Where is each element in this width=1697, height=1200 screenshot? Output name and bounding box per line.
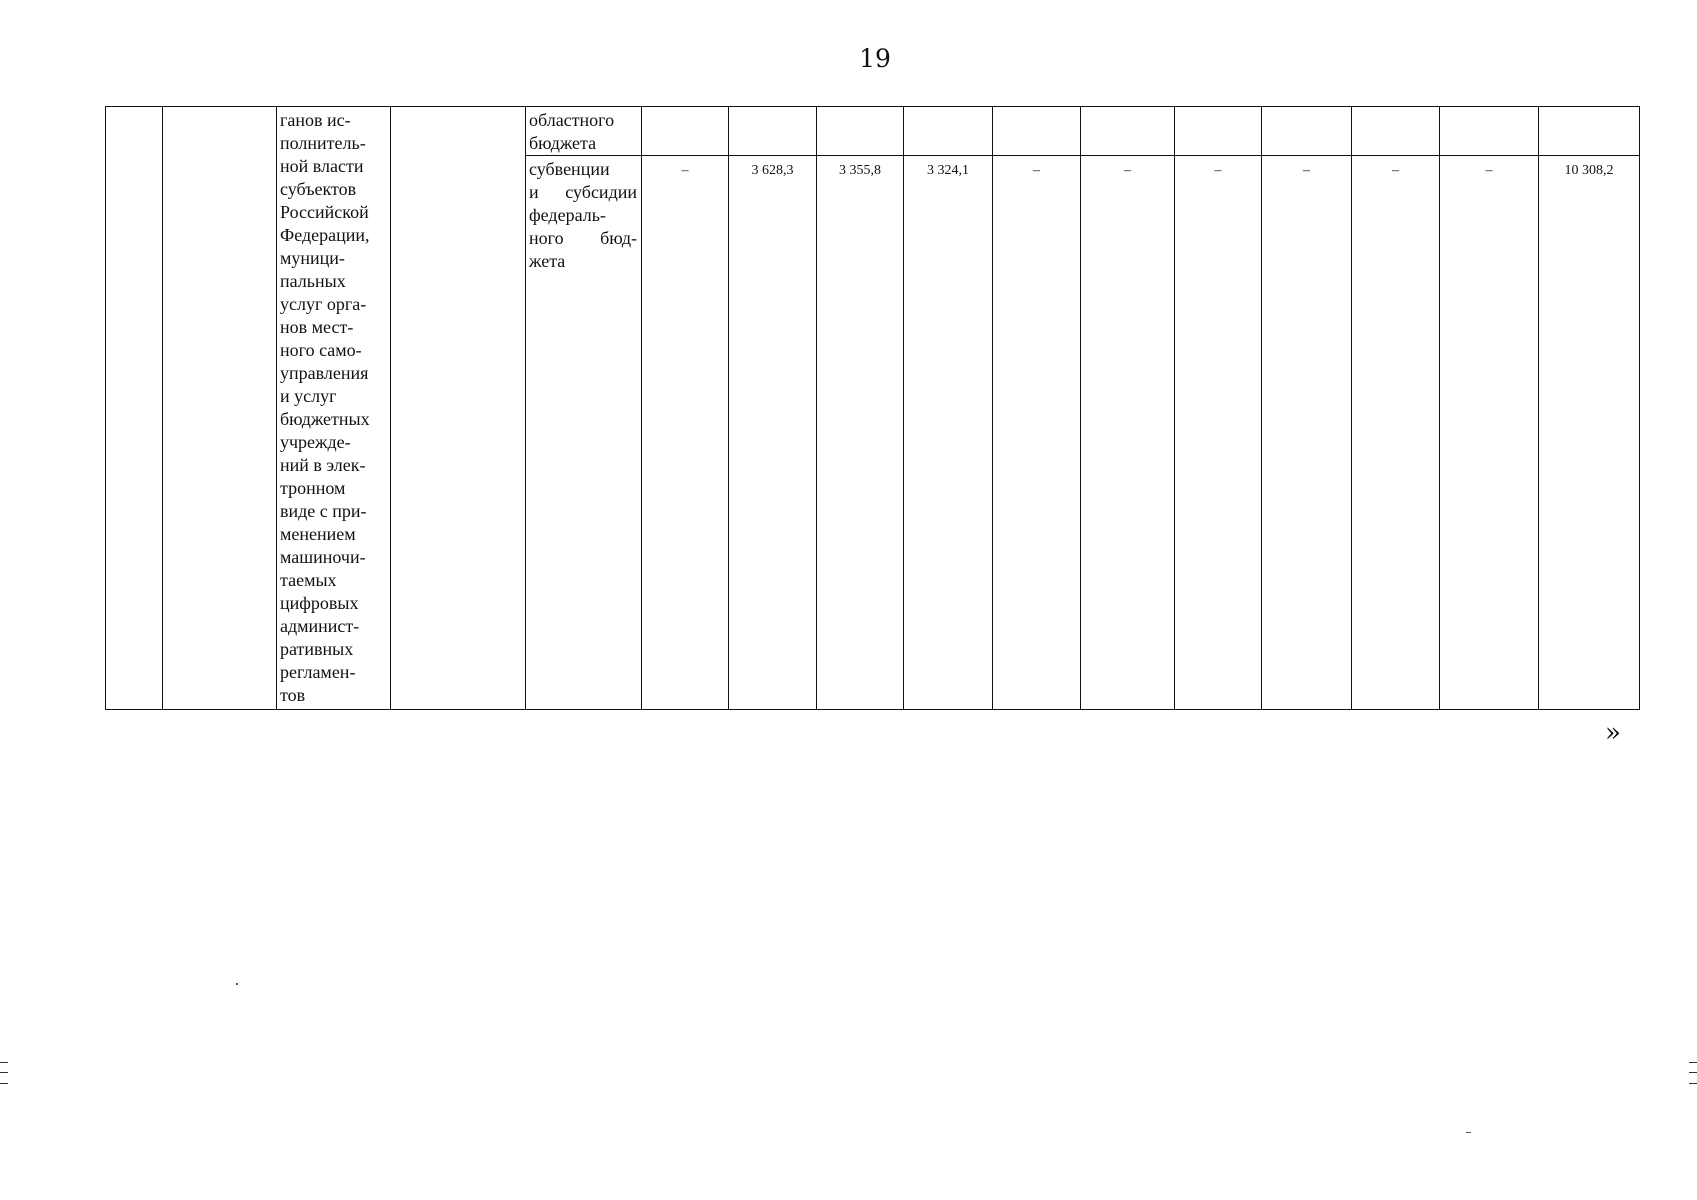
description-text: ганов ис- полнитель- ной власти субъектов Российской Федерации, муници- пальных услуг орга- нов мест- ного само- управления и услуг бюджетных учрежде- ний в элек- тронном виде с при- менением машиночи- таемых цифровых админист- ративных регламен- тов	[280, 110, 370, 705]
cell-source-regional	[526, 107, 642, 156]
source-line: и субсидии	[529, 182, 637, 202]
cell-value	[729, 156, 817, 710]
value-text: –	[681, 163, 689, 178]
cell-value	[817, 156, 904, 710]
cell-value	[1262, 156, 1352, 710]
cell-value	[642, 156, 729, 710]
cell-executor	[391, 107, 526, 710]
value-text: 3 324,1	[927, 163, 969, 178]
cell-empty	[817, 107, 904, 156]
source-line: федераль-	[529, 205, 606, 225]
cell-empty	[993, 107, 1081, 156]
cell-description	[277, 107, 391, 710]
cell-value	[904, 156, 993, 710]
source-regional-text: областного бюджета	[529, 110, 615, 153]
cell-value	[1352, 156, 1440, 710]
cell-value	[993, 156, 1081, 710]
value-text: –	[1124, 163, 1131, 178]
cell-empty	[729, 107, 817, 156]
source-federal-text	[526, 156, 641, 273]
cell-empty	[904, 107, 993, 156]
source-line: ного бюд-	[529, 228, 637, 248]
cell-number	[106, 107, 163, 710]
scan-speck	[236, 983, 238, 985]
cell-empty	[642, 107, 729, 156]
scan-speck	[1466, 1132, 1471, 1133]
value-text: –	[1033, 163, 1040, 178]
cell-source-federal	[526, 156, 642, 710]
cell-name	[163, 107, 277, 710]
source-line: жета	[529, 251, 566, 271]
value-text: –	[1485, 163, 1493, 178]
cell-empty	[1352, 107, 1440, 156]
cell-empty	[1081, 107, 1175, 156]
cell-value	[1440, 156, 1539, 710]
cell-empty	[1440, 107, 1539, 156]
value-text: –	[1214, 163, 1222, 178]
page-number: 19	[859, 44, 891, 73]
source-line: субвенции	[529, 159, 610, 179]
cell-value	[1081, 156, 1175, 710]
value-text: –	[1303, 163, 1310, 178]
closing-quote: »	[1605, 718, 1621, 748]
margin-mark	[0, 1062, 8, 1084]
value-text: 3 355,8	[839, 163, 881, 178]
cell-empty	[1262, 107, 1352, 156]
cell-value	[1175, 156, 1262, 710]
cell-empty	[1175, 107, 1262, 156]
cell-value-total	[1539, 156, 1640, 710]
budget-table	[105, 106, 1640, 710]
value-text: 3 628,3	[751, 163, 794, 178]
cell-empty	[1539, 107, 1640, 156]
table-row	[106, 107, 1640, 156]
total-value-text: 10 308,2	[1564, 163, 1614, 178]
margin-mark	[1689, 1062, 1697, 1084]
value-text: –	[1392, 163, 1399, 178]
